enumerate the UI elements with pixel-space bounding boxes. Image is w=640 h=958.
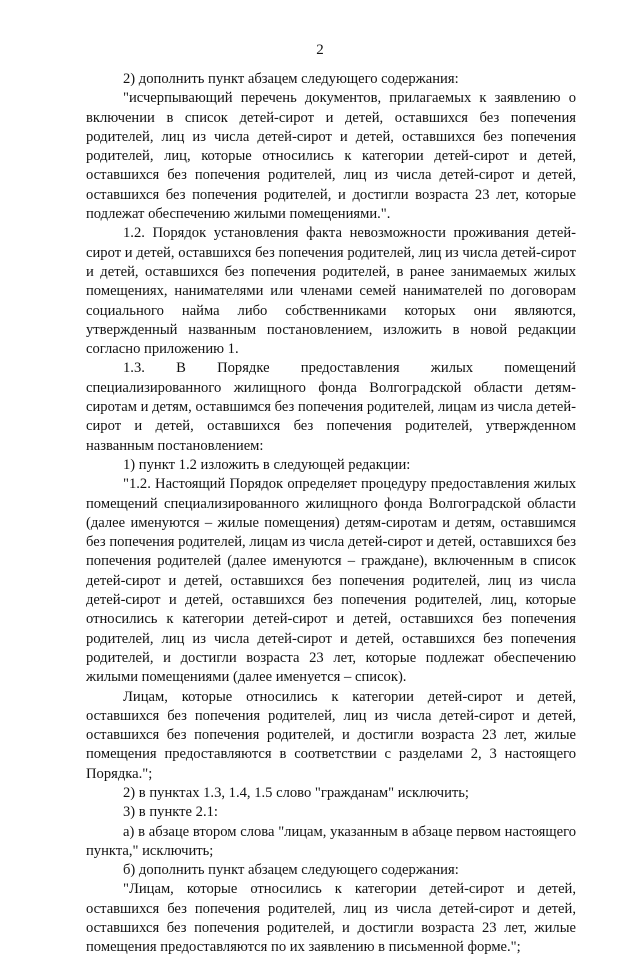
paragraph-amend-item-2: 2) дополнить пункт абзацем следующего содержания: xyxy=(123,71,459,87)
paragraph-item-3: 3) в пункте 2.1: xyxy=(123,804,218,821)
paragraph-item-2: 2) в пунктах 1.3, 1.4, 1.5 слово "гражданам" исключить; xyxy=(123,784,469,801)
paragraph-section-1-2: 1.2. Порядок установления факта невозможности проживания детей-сирот и детей, оставшихся без попечения родителей, лиц из числа детей-сирот и детей, оставшихся без попечения родителей, в ранее занимаемых жилых помещениях, нанимателями или членами семей нанимателей по договорам социального найма либо собственниками которых они являются, утвержденный названным постановлением, изложить в новой редакции согласно приложению 1. xyxy=(86,225,576,358)
paragraph-documents-list: "исчерпывающий перечень документов, прилагаемых к заявлению о включении в список детей-сирот и детей, оставшихся без попечения родителей, лиц из числа детей-сирот и детей, оставшихся без попечения родителей, лиц, которые относились к категории детей-сирот и детей, оставшихся без попечения родителей, лиц из числа детей-сирот и детей, оставшихся без попечения родителей, и достигли возраста 23 лет, которые подлежат обеспечению жилыми помещениями.". xyxy=(86,90,576,223)
paragraph-new-1-2: "1.2. Настоящий Порядок определяет процедуру предоставления жилых помещений специализированного жилищного фонда Волгоградской области (далее именуются – жилые помещения) детям-сиротам и детям, оставшимся без попечения родителей, лицам из числа детей-сирот и детей, оставшихся без попечения родителей (далее именуются – граждане), включенным в список детей-сирот и детей, оставшихся без попечения родителей, лиц из числа детей-сирот и детей, оставшихся без попечения родителей, лиц, которые относились к категории детей-сирот и детей, оставшихся без попечения родителей, лиц из числа детей-сирот и детей, оставшихся без попечения родителей, и достигли возраста 23 лет, которые подлежат обеспечению жилыми помещениями (далее именуется – список). xyxy=(86,476,576,686)
document-body xyxy=(86,70,576,958)
paragraph-subitem-b: б) дополнить пункт абзацем следующего содержания: xyxy=(123,862,459,879)
paragraph-written-application: "Лицам, которые относились к категории детей-сирот и детей, оставшихся без попечения родителей, лиц из числа детей-сирот и детей, оставшихся без попечения родителей, и достигли возраста 23 лет, жилые помещения предоставляются по их заявлению в письменной форме."; xyxy=(86,881,576,956)
paragraph-subitem-a: а) в абзаце втором слова "лицам, указанным в абзаце первом настоящего пункта," исключить; xyxy=(86,823,576,859)
paragraph-section-1-3: 1.3. В Порядке предоставления жилых помещений специализированного жилищного фонда Волгоградской области детям-сиротам и детям, оставшимся без попечения родителей, лицам из числа детей-сирот и детей, оставшихся без попечения родителей, утвержденном названным постановлением: xyxy=(86,360,576,454)
paragraph-persons-23: Лицам, которые относились к категории детей-сирот и детей, оставшихся без попечения родителей, лиц из числа детей-сирот и детей, оставшихся без попечения родителей, и достигли возраста 23 лет, жилые помещения предоставляются в соответствии с разделами 2, 3 настоящего Порядка."; xyxy=(86,688,576,782)
paragraph-item-1: 1) пункт 1.2 изложить в следующей редакции: xyxy=(123,456,411,473)
page-number: 2 xyxy=(316,42,324,58)
